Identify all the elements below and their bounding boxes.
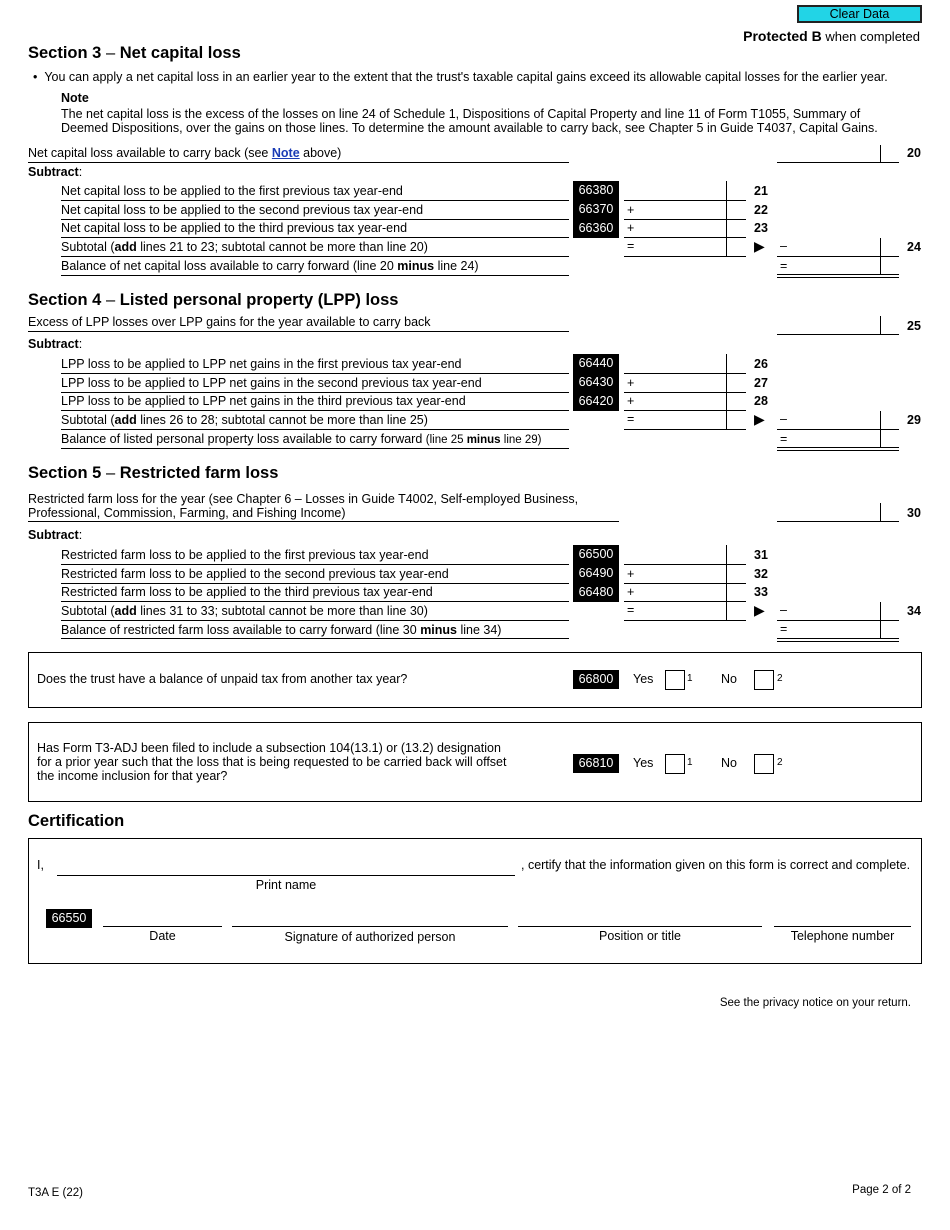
line-number: 20 xyxy=(907,146,921,160)
protected-suffix: when completed xyxy=(825,29,920,44)
line-number: 24 xyxy=(907,240,921,254)
field-code: 66800 xyxy=(573,670,619,689)
plus-sign: + xyxy=(627,221,635,235)
row-label: LPP loss to be applied to LPP net gains in the third previous tax year-end xyxy=(61,394,466,408)
row-label: Restricted farm loss to be applied to the third previous tax year-end xyxy=(61,585,433,599)
no-number: 2 xyxy=(777,673,783,684)
yes-label: Yes xyxy=(633,756,654,770)
clear-data-button[interactable]: Clear Data xyxy=(797,5,922,23)
i-label: I, xyxy=(37,858,44,872)
arrow-icon: ▶ xyxy=(754,602,765,618)
subtract-label: Subtract: xyxy=(28,165,83,179)
equals-sign: = xyxy=(627,412,635,426)
arrow-icon: ▶ xyxy=(754,411,765,427)
equals-sign: = xyxy=(627,603,635,617)
line-number: 27 xyxy=(754,376,768,390)
field-code: 66490 xyxy=(573,564,619,583)
balance-label: Balance of listed personal property loss available to carry forward (line 25 minus line 29) xyxy=(61,432,542,446)
field-code: 66360 xyxy=(573,219,619,238)
line-number: 31 xyxy=(754,548,768,562)
section5-title: Section 5 – Restricted farm loss xyxy=(28,464,279,482)
balance-field[interactable] xyxy=(777,638,899,642)
plus-sign: + xyxy=(627,585,635,599)
line-number: 34 xyxy=(907,604,921,618)
subtract-label: Subtract: xyxy=(28,337,83,351)
balance-field[interactable] xyxy=(777,447,899,451)
arrow-icon: ▶ xyxy=(754,238,765,254)
t3adj-question-line-2: for a prior year such that the loss that is being requested to be carried back will offset xyxy=(37,755,507,769)
equals-sign: = xyxy=(780,622,788,636)
subtotal-label: Subtotal (add lines 21 to 23; subtotal cannot be more than line 20) xyxy=(61,240,428,254)
net-capital-loss-available: Net capital loss available to carry back (see Note above) xyxy=(28,146,342,160)
subtotal-field[interactable] xyxy=(624,429,746,430)
field-code: 66380 xyxy=(573,181,619,200)
equals-sign: = xyxy=(780,259,788,273)
line-number: 23 xyxy=(754,221,768,235)
unpaid-tax-question: Does the trust have a balance of unpaid tax from another tax year? xyxy=(37,672,408,686)
farm-desc-line-1: Restricted farm loss for the year (see Chapter 6 – Losses in Guide T4002, Self-employed Business, xyxy=(28,492,579,506)
no-label: No xyxy=(721,756,737,770)
line27-field[interactable] xyxy=(624,392,746,393)
yes-number: 1 xyxy=(687,757,693,768)
position-field[interactable] xyxy=(518,926,762,927)
line-number: 30 xyxy=(907,506,921,520)
row-label: Net capital loss to be applied to the third previous tax year-end xyxy=(61,221,408,235)
subtotal-field[interactable] xyxy=(624,620,746,621)
telephone-field[interactable] xyxy=(774,926,911,927)
no-number: 2 xyxy=(777,757,783,768)
line30-field[interactable] xyxy=(777,521,899,522)
signature-label: Signature of authorized person xyxy=(284,930,456,944)
line33-field[interactable] xyxy=(624,601,746,602)
row-label: Net capital loss to be applied to the first previous tax year-end xyxy=(61,184,403,198)
farm-desc-line-2: Professional, Commission, Farming, and Fishing Income) xyxy=(28,506,346,520)
t3adj-question-line-3: the income inclusion for that year? xyxy=(37,769,228,783)
protected-b: Protected B xyxy=(743,28,822,44)
form-id: T3A E (22) xyxy=(28,1187,83,1199)
section4-title: Section 4 – Listed personal property (LPP) loss xyxy=(28,291,399,309)
section3-title: Section 3 – Net capital loss xyxy=(28,44,241,62)
page-number: Page 2 of 2 xyxy=(852,1184,911,1196)
line-number: 28 xyxy=(754,394,768,408)
privacy-notice: See the privacy notice on your return. xyxy=(719,997,911,1009)
field-code: 66440 xyxy=(573,354,619,373)
line-number: 21 xyxy=(754,184,768,198)
line26-field[interactable] xyxy=(624,373,746,374)
subtotal-label: Subtotal (add lines 26 to 28; subtotal cannot be more than line 25) xyxy=(61,413,428,427)
minus-sign: – xyxy=(780,412,787,426)
yes-label: Yes xyxy=(633,672,654,686)
subtract-label: Subtract: xyxy=(28,528,83,542)
position-label: Position or title xyxy=(599,929,681,943)
row-label: LPP loss to be applied to LPP net gains in the first previous tax year-end xyxy=(61,357,462,371)
yes-number: 1 xyxy=(687,673,693,684)
certify-statement: , certify that the information given on this form is correct and complete. xyxy=(521,858,911,872)
field-code: 66420 xyxy=(573,392,619,411)
line-number: 33 xyxy=(754,585,768,599)
certification-box xyxy=(28,838,922,964)
line28-field[interactable] xyxy=(624,410,746,411)
note-line-1: The net capital loss is the excess of the losses on line 24 of Schedule 1, Dispositions of Capital Property and line 11 of Form T1055, Summary of xyxy=(61,107,861,121)
line-number: 25 xyxy=(907,319,921,333)
yes-checkbox[interactable] xyxy=(665,754,685,774)
plus-sign: + xyxy=(627,567,635,581)
telephone-label: Telephone number xyxy=(790,929,895,943)
field-code: 66810 xyxy=(573,754,619,773)
field-code: 66370 xyxy=(573,200,619,219)
date-label: Date xyxy=(149,929,176,943)
note-line-2: Deemed Dispositions, over the gains on those lines. To determine the amount available to carry back, see Chapter 5 in Guide T4037, Capital Gains. xyxy=(61,121,878,135)
balance-label: Balance of net capital loss available to carry forward (line 20 minus line 24) xyxy=(61,259,479,273)
subtotal-field[interactable] xyxy=(624,256,746,257)
field-code: 66500 xyxy=(573,545,619,564)
yes-checkbox[interactable] xyxy=(665,670,685,690)
row-label: Restricted farm loss to be applied to the first previous tax year-end xyxy=(61,548,429,562)
balance-label: Balance of restricted farm loss available to carry forward (line 30 minus line 34) xyxy=(61,623,502,637)
plus-sign: + xyxy=(627,203,635,217)
line-number: 29 xyxy=(907,413,921,427)
minus-sign: – xyxy=(780,239,787,253)
t3adj-question-line-1: Has Form T3-ADJ been filed to include a subsection 104(13.1) or (13.2) designation xyxy=(37,741,501,755)
field-code: 66480 xyxy=(573,583,619,602)
no-checkbox[interactable] xyxy=(754,754,774,774)
row-label: Restricted farm loss to be applied to the second previous tax year-end xyxy=(61,567,449,581)
row-label: Net capital loss to be applied to the second previous tax year-end xyxy=(61,203,424,217)
balance-field[interactable] xyxy=(777,274,899,278)
line31-field[interactable] xyxy=(624,564,746,565)
field-code: 66430 xyxy=(573,373,619,392)
field-code: 66550 xyxy=(46,909,92,928)
row-label: LPP loss to be applied to LPP net gains in the second previous tax year-end xyxy=(61,376,482,390)
no-checkbox[interactable] xyxy=(754,670,774,690)
line21-field[interactable] xyxy=(624,200,746,201)
plus-sign: + xyxy=(627,376,635,390)
line-number: 32 xyxy=(754,567,768,581)
line-number: 26 xyxy=(754,357,768,371)
line32-field[interactable] xyxy=(624,583,746,584)
certification-title: Certification xyxy=(28,812,125,830)
date-field[interactable] xyxy=(103,926,222,927)
line23-field[interactable] xyxy=(624,237,746,238)
section3-bullet: • You can apply a net capital loss in an earlier year to the extent that the trust's taxable capital gains exceed its allowable capital losses for the earlier year. xyxy=(33,70,888,84)
note-link[interactable]: Note xyxy=(271,146,300,160)
print-name-field[interactable] xyxy=(57,875,515,876)
line25-field[interactable] xyxy=(777,334,899,335)
print-name-label: Print name xyxy=(255,878,317,892)
minus-sign: – xyxy=(780,603,787,617)
no-label: No xyxy=(721,672,737,686)
line-number: 22 xyxy=(754,203,768,217)
plus-sign: + xyxy=(627,394,635,408)
line20-field[interactable] xyxy=(777,162,899,163)
protected-b-label xyxy=(743,28,920,44)
equals-sign: = xyxy=(627,239,635,253)
line22-field[interactable] xyxy=(624,219,746,220)
subtotal-label: Subtotal (add lines 31 to 33; subtotal cannot be more than line 30) xyxy=(61,604,428,618)
note-heading: Note xyxy=(61,91,89,105)
equals-sign: = xyxy=(780,432,788,446)
lpp-excess-label: Excess of LPP losses over LPP gains for the year available to carry back xyxy=(28,315,431,329)
signature-field[interactable] xyxy=(232,926,508,927)
